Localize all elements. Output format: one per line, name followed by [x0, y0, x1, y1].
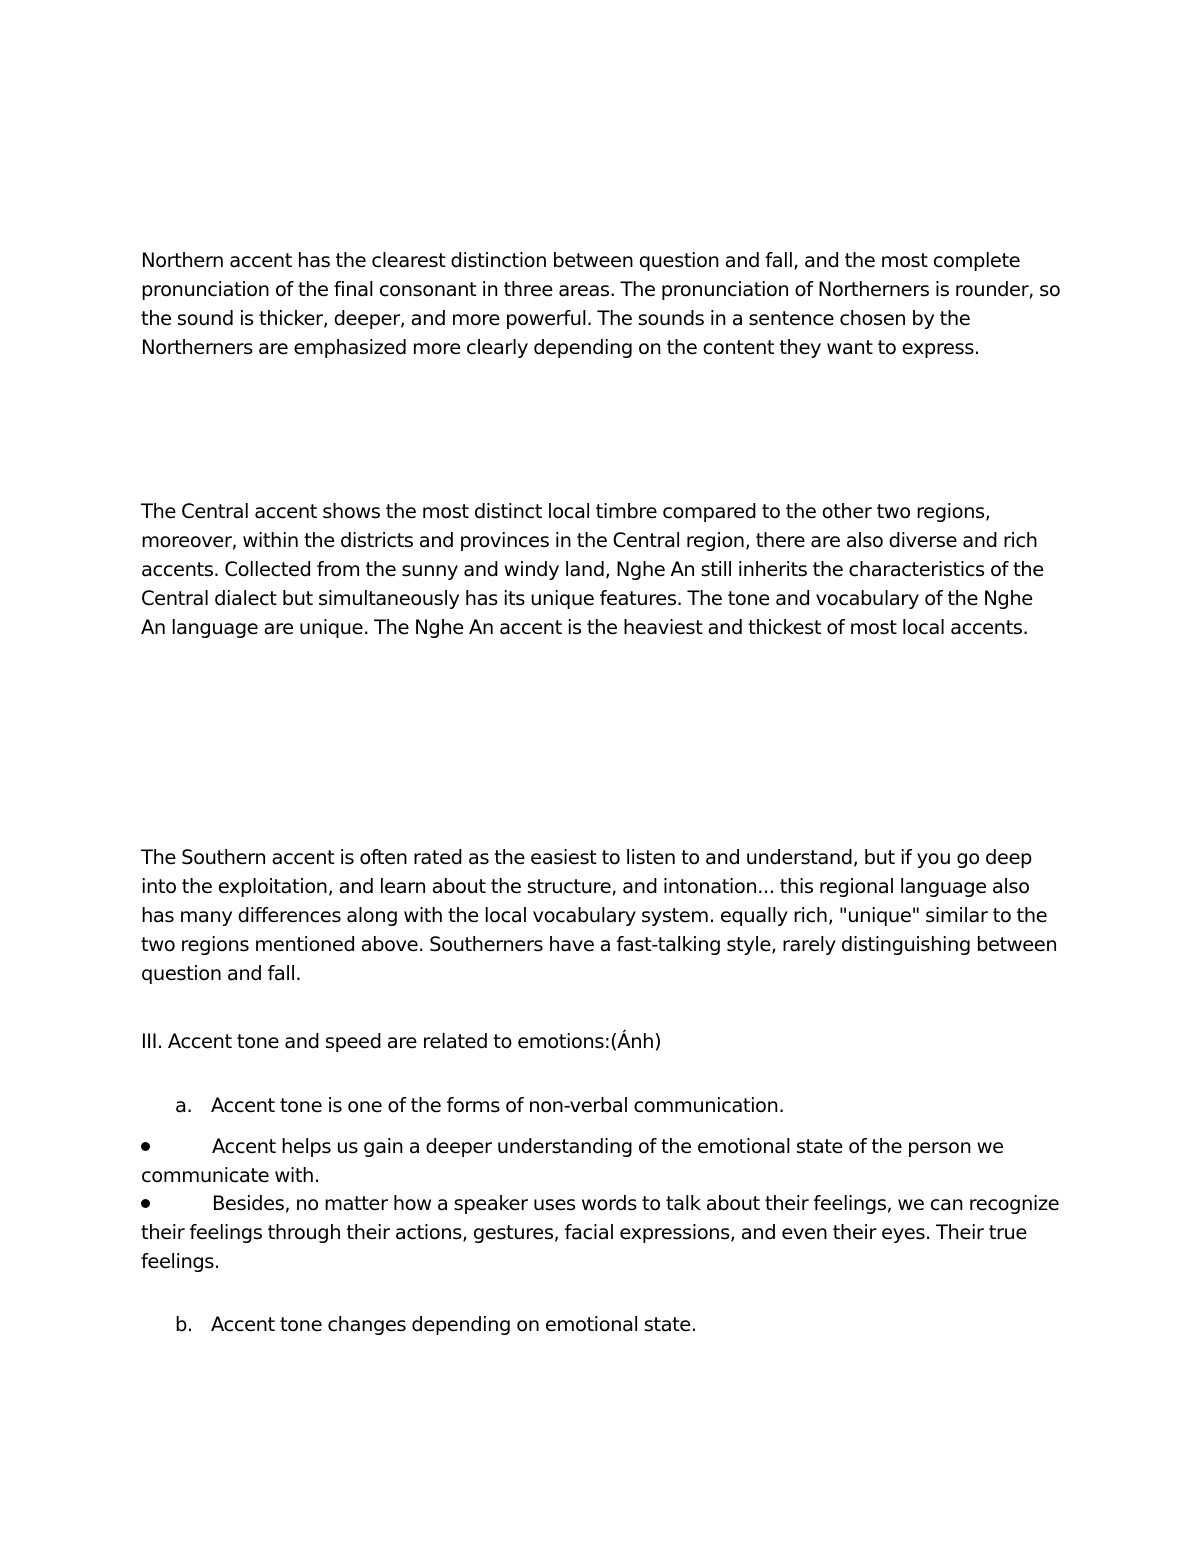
list-item-a — [141, 1091, 1061, 1120]
bullet-dot-icon — [141, 1142, 150, 1151]
paragraph-southern-accent: The Southern accent is often rated as the easiest to listen to and understand, but if you go deep into the exploitation, and learn about the structure, and intonation... this regional language also has many differences along with the local vocabulary system. equally rich, "unique" similar to the two regions mentioned above. Southerners have a fast-talking style, rarely distinguishing between question and fall. — [141, 846, 1058, 985]
bullet-marker — [141, 1132, 212, 1161]
bullet-dot-icon — [141, 1199, 150, 1208]
bullet-marker — [141, 1189, 212, 1218]
bullet-item-1-text: Accent helps us gain a deeper understanding of the emotional state of the person we communicate with. — [141, 1135, 1004, 1187]
paragraph-northern-accent: Northern accent has the clearest distinction between question and fall, and the most complete pronunciation of the final consonant in three areas. The pronunciation of Northerners is rounder, so the sound is thicker, deeper, and more powerful. The sounds in a sentence chosen by the Northerners are emphasized more clearly depending on the content they want to express. — [141, 249, 1061, 359]
list-marker-b: b. — [175, 1313, 193, 1336]
list-item-b-text: Accent tone changes depending on emotional state. — [211, 1313, 697, 1336]
list-marker-a: a. — [175, 1094, 193, 1117]
bullet-item-1 — [141, 1132, 1061, 1190]
bullet-item-2 — [141, 1189, 1061, 1276]
section-heading: III. Accent tone and speed are related to emotions:(Ánh) — [141, 1030, 662, 1053]
list-item-a-text: Accent tone is one of the forms of non-verbal communication. — [211, 1094, 785, 1117]
bullet-item-2-text: Besides, no matter how a speaker uses words to talk about their feelings, we can recognize their feelings through their actions, gestures, facial expressions, and even their eyes. Their true feelings. — [141, 1192, 1060, 1273]
list-item-b — [141, 1310, 1061, 1339]
paragraph-central-accent: The Central accent shows the most distinct local timbre compared to the other two regions, moreover, within the districts and provinces in the Central region, there are also diverse and rich accents. Collected from the sunny and windy land, Nghe An still inherits the characteristics of the Central dialect but simultaneously has its unique features. The tone and vocabulary of the Nghe An language are unique. The Nghe An accent is the heaviest and thickest of most local accents. — [141, 500, 1044, 639]
